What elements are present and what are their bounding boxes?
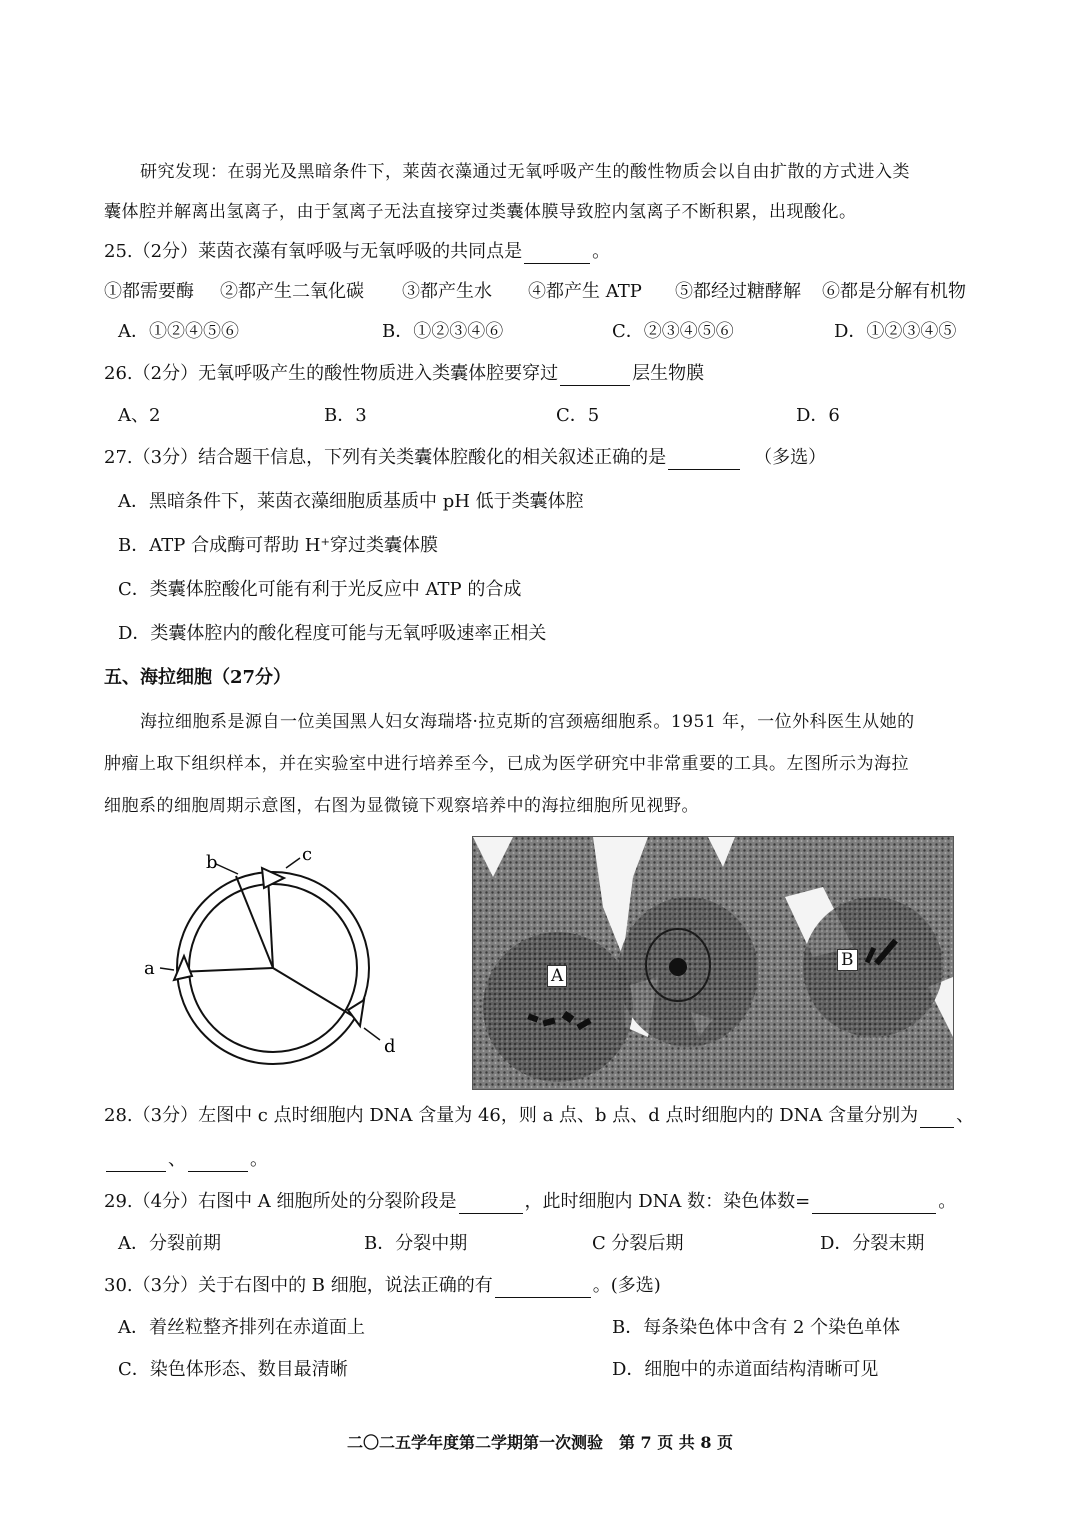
q29-stem-text: 29.（4分）右图中 A 细胞所处的分裂阶段是: [104, 1191, 457, 1212]
q27-option-a[interactable]: A．黑暗条件下，莱茵衣藻细胞质基质中 pH 低于类囊体腔: [118, 491, 584, 512]
q25-item-3: ③都产生水: [402, 281, 492, 302]
cell-a-body: [483, 932, 633, 1082]
q30-option-c[interactable]: C．染色体形态、数目最清晰: [118, 1359, 348, 1380]
q29-stem-end: 。: [938, 1191, 957, 1212]
q30-option-d[interactable]: D．细胞中的赤道面结构清晰可见: [612, 1359, 879, 1380]
intro-line-2: 囊体腔并解离出氢离子，由于氢离子无法直接穿过类囊体膜导致腔内氢离子不断积累，出现酸化。: [104, 202, 857, 222]
q29-option-b[interactable]: B．分裂中期: [364, 1233, 468, 1254]
page-footer: 二〇二五学年度第二学期第一次测验 第 7 页 共 8 页: [346, 1433, 734, 1452]
q25-item-5: ⑤都经过糖酵解: [675, 281, 801, 302]
intro-line-1: 研究发现：在弱光及黑暗条件下，莱茵衣藻通过无氧呼吸产生的酸性物质会以自由扩散的方式进入类: [140, 162, 910, 182]
section-5-para-2: 肿瘤上取下组织样本，并在实验室中进行培养至今，已成为医学研究中非常重要的工具。左图所示为海拉: [104, 754, 909, 774]
nucleolus: [669, 958, 687, 976]
q28-stem: [104, 1104, 974, 1128]
q29-blank-stage[interactable]: [459, 1195, 523, 1214]
section-5-title: 五、海拉细胞（27分）: [104, 667, 292, 688]
q30-stem-end: 。(多选): [592, 1275, 661, 1296]
q25-option-c[interactable]: C．②③④⑤⑥: [612, 321, 734, 342]
q27-stem: [104, 446, 826, 470]
q26-stem: [104, 362, 704, 386]
label-c: c: [302, 844, 313, 865]
micrograph-label-b: B: [837, 949, 858, 971]
q28-blank-b[interactable]: [106, 1153, 166, 1172]
micrograph-graphic: [473, 837, 953, 1089]
q26-stem-end: 层生物膜: [632, 363, 705, 384]
q25-item-2: ②都产生二氧化碳: [220, 281, 364, 302]
label-a: a: [144, 958, 155, 979]
q26-option-c[interactable]: C．5: [556, 405, 600, 426]
q28-separator-2: 、: [168, 1149, 186, 1170]
cell-cycle-diagram: [138, 840, 428, 1070]
q30-option-a[interactable]: A．着丝粒整齐排列在赤道面上: [118, 1317, 365, 1338]
cell-b-body: [803, 897, 943, 1037]
q27-option-c[interactable]: C．类囊体腔酸化可能有利于光反应中 ATP 的合成: [118, 579, 522, 600]
label-b: b: [206, 852, 218, 873]
section-5-para-1: 海拉细胞系是源自一位美国黑人妇女海瑞塔·拉克斯的宫颈癌细胞系。1951 年，一位外科医生从她的: [140, 712, 915, 732]
micrograph-label-a: A: [547, 965, 567, 987]
q28-blank-a[interactable]: [920, 1109, 954, 1128]
q28-continued: [104, 1148, 268, 1172]
q30-stem-text: 30.（3分）关于右图中的 B 细胞，说法正确的有: [104, 1275, 493, 1296]
q29-option-d[interactable]: D．分裂末期: [820, 1233, 925, 1254]
q29-blank-ratio[interactable]: [812, 1195, 936, 1214]
cycle-radii: [178, 876, 356, 1018]
q25-stem: [104, 240, 610, 264]
micrograph-image: [472, 836, 954, 1090]
q25-option-d[interactable]: D．①②③④⑤: [834, 321, 957, 342]
q30-stem: [104, 1274, 661, 1298]
q27-stem-end: （多选）: [754, 447, 827, 468]
q29-stem-mid: ，此时细胞内 DNA 数：染色体数=: [524, 1191, 811, 1212]
q26-option-a[interactable]: A、2: [118, 405, 161, 426]
q27-option-d[interactable]: D．类囊体腔内的酸化程度可能与无氧呼吸速率正相关: [118, 623, 547, 644]
q28-separator-1: 、: [956, 1105, 975, 1126]
q25-item-6: ⑥都是分解有机物: [822, 281, 966, 302]
q29-option-a[interactable]: A．分裂前期: [118, 1233, 221, 1254]
q25-option-b[interactable]: B．①②③④⑥: [382, 321, 504, 342]
label-d: d: [384, 1036, 396, 1057]
q25-stem-end: 。: [592, 241, 611, 262]
q26-stem-text: 26.（2分）无氧呼吸产生的酸性物质进入类囊体腔要穿过: [104, 363, 559, 384]
q30-option-b[interactable]: B．每条染色体中含有 2 个染色单体: [612, 1317, 901, 1338]
q25-stem-text: 25.（2分）莱茵衣藻有氧呼吸与无氧呼吸的共同点是: [104, 241, 523, 262]
q25-item-1: ①都需要酶: [104, 281, 194, 302]
q26-answer-blank[interactable]: [560, 367, 630, 386]
q29-option-c[interactable]: C 分裂后期: [592, 1233, 684, 1254]
q25-answer-blank[interactable]: [524, 245, 590, 264]
q26-option-d[interactable]: D．6: [796, 405, 840, 426]
center-cell-body: [618, 897, 758, 1047]
q27-option-b[interactable]: B．ATP 合成酶可帮助 H⁺穿过类囊体膜: [118, 535, 438, 556]
q28-blank-d[interactable]: [188, 1153, 248, 1172]
q26-option-b[interactable]: B．3: [324, 405, 367, 426]
q28-stem-text: 28.（3分）左图中 c 点时细胞内 DNA 含量为 46，则 a 点、b 点、d 点时细胞内的 DNA 含量分别为: [104, 1105, 919, 1126]
q25-item-4: ④都产生 ATP: [528, 281, 642, 302]
q27-answer-blank[interactable]: [668, 451, 740, 470]
q25-option-a[interactable]: A．①②④⑤⑥: [118, 321, 239, 342]
q29-stem: [104, 1190, 956, 1214]
arrowhead-d: [348, 1000, 364, 1026]
q30-answer-blank[interactable]: [495, 1279, 591, 1298]
section-5-para-3: 细胞系的细胞周期示意图，右图为显微镜下观察培养中的海拉细胞所见视野。: [104, 796, 699, 816]
q28-end: 。: [250, 1149, 268, 1170]
q27-stem-text: 27.（3分）结合题干信息，下列有关类囊体腔酸化的相关叙述正确的是: [104, 447, 667, 468]
